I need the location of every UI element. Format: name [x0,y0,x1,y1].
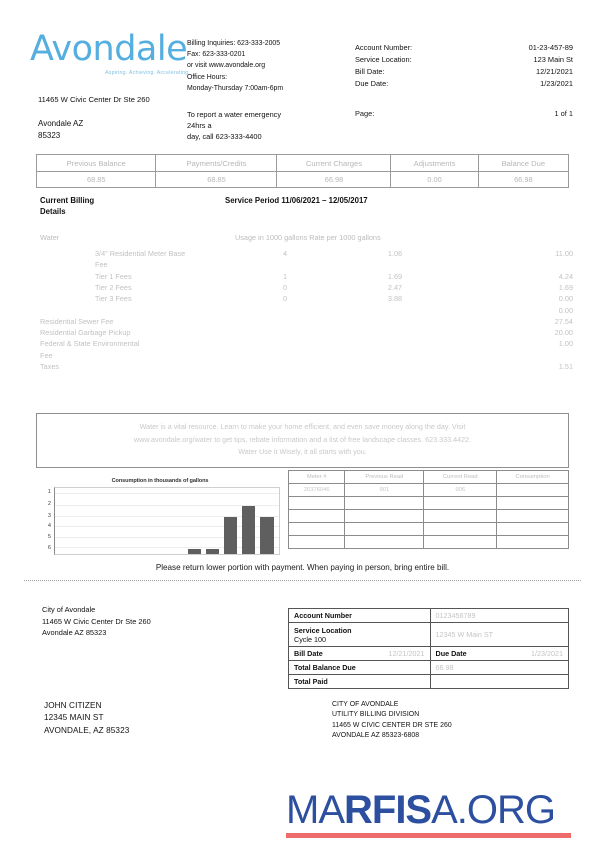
billing-title-line2: Details [40,206,66,216]
bill-date-value: 12/21/2021 [536,66,573,76]
due-date-value: 1/23/2021 [540,78,573,88]
summary-value-row [37,172,569,188]
customer-address [44,700,129,737]
summary-header-balance-due: Balance Due [478,155,568,172]
summary-header-previous-balance: Previous Balance [37,155,156,172]
bill-date-label: Bill Date: [355,66,385,76]
watermark-part-3: A.ORG [431,788,556,832]
line-item-usage: 4 [282,249,288,259]
meter-header-row [289,471,569,484]
line-item-desc: Federal & State Environmental [40,339,140,349]
billing-column-note-row [40,233,573,242]
watermark-underline [286,833,571,838]
emergency-line-3: day, call 623-333-4400 [187,132,262,142]
service-location-row [355,54,573,66]
chart-bar-slot [185,488,203,554]
line-item-amount: 1.00 [558,339,573,349]
bill-header [0,0,605,150]
line-item-rate [340,338,450,349]
meter-cell-previous-read: 901 [345,484,424,497]
stub-due-date-text: Due Date [435,649,467,658]
stub-label-due-date [430,647,569,661]
line-item-usage [230,338,340,349]
balance-summary-table [36,154,569,188]
emergency-line-2: 24hrs a [187,121,212,131]
line-item-amount: 0.00 [558,294,573,304]
conservation-message-box [36,413,569,468]
sender-zip: 85323 [38,131,61,140]
stub-cycle-text: Cycle 100 [294,634,326,644]
meter-table-row [289,536,569,549]
office-hours-value: Monday-Thursday 7:00am-6pm [187,84,284,92]
meter-cell-empty [345,523,424,536]
return-portion-notice: Please return lower portion with payment. When paying in person, bring entire bill. [155,563,450,572]
service-location-label: Service Location: [355,54,412,64]
sender-street: 11465 W Civic Center Dr Ste 260 [38,95,150,104]
line-item-row [40,282,573,293]
stub-service-location-text: Service Location [294,625,352,635]
stub-row-total-balance [289,661,569,675]
stub-bill-date-value: 12/21/2021 [388,649,425,658]
summary-value-adjustments: 0.00 [391,172,478,188]
billing-details-header [40,196,573,217]
meter-cell-empty [345,497,424,510]
chart-plot-area [54,487,280,555]
stub-label-total-paid: Total Paid [289,675,431,689]
line-item-desc: Tier 1 Fees [95,271,132,281]
y-tick-1: 1 [47,489,51,496]
line-item-desc [40,305,230,316]
account-number-row [355,42,573,54]
line-item-row [40,327,573,338]
stub-row-service-location [289,623,569,647]
avondale-logo [30,29,190,76]
line-item-row [40,248,573,259]
line-item-rate [340,327,450,338]
billing-inquiries: Billing Inquiries: 623-333-2005 [187,40,281,47]
line-item-usage: 1 [282,271,288,281]
chart-bar-slot [240,488,258,554]
meter-cell-empty [289,536,345,549]
line-item-desc: Tier 2 Fees [95,282,132,292]
stub-bill-date-text: Bill Date [294,649,323,658]
consumption-chart [40,478,280,563]
stub-label-bill-date [289,647,431,661]
stub-value-account-number: 0123456789 [430,609,569,623]
customer-street: 12345 MAIN ST [44,713,104,723]
line-item-amount: 11.00 [555,249,573,259]
chart-title: Consumption in thousands of gallons [111,478,209,484]
meter-table-row [289,523,569,536]
message-line-1: Water is a vital resource. Learn to make your home efficient, and even save money along the day. Visit [139,422,466,431]
utility-remit-address [332,700,452,742]
line-item-row-cont [40,259,573,270]
line-item-usage [230,327,340,338]
chart-bar-slot [149,488,167,554]
line-item-amount-blank [450,259,573,270]
meter-header-current-read: Current Read [424,471,497,484]
stub-value-service-location: 12345 W Main ST [430,623,569,647]
chart-bar [206,549,219,554]
line-item-desc-cont: Fee [95,260,108,270]
chart-bar-slot [222,488,240,554]
line-item-amount: 1.51 [558,362,573,371]
y-tick-3: 3 [47,512,51,519]
account-number-label: Account Number: [355,43,413,52]
line-item-row [40,293,573,304]
stub-value-total-balance: 66.98 [430,661,569,675]
contact-info [187,38,283,94]
meter-cell-empty [497,510,569,523]
y-tick-5: 5 [47,534,51,541]
meter-cell-consumption [497,484,569,497]
utility-city-state-zip: AVONDALE AZ 85323-6808 [332,732,420,740]
summary-value-balance-due: 66.98 [478,172,568,188]
meter-header-previous-read: Previous Read [345,471,424,484]
page-indicator [355,109,573,118]
sender-city-state: Avondale AZ [38,119,84,128]
meter-table-row [289,497,569,510]
message-line-2: www.avondale.org/water to get tips, rebate information and a list of free landscape classes. 623.333.4422. [133,434,472,444]
website-link[interactable]: or visit www.avondale.org [187,62,266,70]
billing-line-items [40,248,573,372]
line-item-rate: 1.06 [387,249,403,259]
watermark-text [286,790,571,830]
line-item-amount-blank [450,350,573,361]
chart-bar [224,517,237,554]
line-item-row-cont [40,350,573,361]
page-value: 1 of 1 [554,109,573,118]
line-item-amount: 0.00 [558,305,573,315]
meter-cell-empty [424,510,497,523]
sender-city-zip [38,118,83,142]
line-item-usage [230,316,340,327]
chart-bar-slot [58,488,76,554]
meter-cell-empty [424,536,497,549]
summary-value-previous-balance: 68.85 [37,172,156,188]
billing-details-title [40,196,225,217]
meter-cell-meter-number: 20376046 [289,484,345,497]
bill-date-row [355,66,573,78]
meter-header-meter-number: Meter # [289,471,345,484]
stub-label-service-location [289,623,431,647]
payee-address [42,604,151,639]
line-item-amount: 4.24 [558,271,573,281]
chart-bars [55,488,279,554]
line-item-row [40,271,573,282]
account-number-value: 01-23-457-89 [528,43,573,52]
line-item-rate-blank [340,350,450,361]
summary-header-payments-credits: Payments/Credits [156,155,277,172]
account-summary-block [355,42,573,90]
line-item-amount: 20.00 [554,328,573,338]
line-item-row [40,316,573,327]
line-item-usage-blank [230,350,340,361]
billing-title-line1: Current Billing [40,196,95,205]
chart-body [40,487,280,555]
meter-table-row [289,484,569,497]
line-item-row [40,338,573,349]
chart-bar-slot [94,488,112,554]
y-tick-4: 4 [47,523,51,530]
line-item-rate: 3.88 [387,294,403,304]
meter-cell-empty [497,523,569,536]
emergency-line-1: To report a water emergency [187,110,282,119]
line-item-amount: 27.54 [554,316,573,326]
meter-table-row [289,510,569,523]
summary-header-current-charges: Current Charges [277,155,391,172]
line-item-desc: 3/4" Residential Meter Base [95,249,186,259]
line-item-desc: Residential Sewer Fee [40,316,114,326]
y-tick-6: 6 [47,545,51,552]
watermark-part-2: RFIS [344,788,432,832]
chart-bar-slot [131,488,149,554]
billing-category-water: Water [40,233,60,243]
utility-street: 11465 W CIVIC CENTER DR STE 260 [332,721,452,729]
fax-number: Fax: 623-333-0201 [187,51,246,59]
meter-cell-empty [424,523,497,536]
summary-header-row [37,155,569,172]
meter-cell-empty [289,510,345,523]
stub-row-total-paid[interactable] [289,675,569,689]
service-period: Service Period 11/06/2021 – 12/05/2017 [225,196,368,205]
utility-name: CITY OF AVONDALE [332,701,399,708]
perforation-line [24,580,581,581]
meter-reading-table [288,470,569,549]
due-date-label: Due Date: [355,78,389,88]
chart-y-axis [40,487,54,555]
line-item-desc-cont: Fee [40,350,53,360]
payee-line-2: 11465 W Civic Center Dr Ste 260 [42,616,151,626]
logo-wordmark: Avondale [30,29,188,69]
payment-stub-table [288,608,569,689]
logo-tagline: Aspiring. Achieving. Accelerating. [105,70,190,76]
chart-bar [188,549,201,554]
utility-division: UTILITY BILLING DIVISION [332,711,420,719]
line-item-row [40,305,573,316]
due-date-row [355,78,573,90]
current-billing-details [40,196,573,372]
line-item-usage: 0 [282,282,288,292]
line-item-usage-blank [230,259,340,270]
line-item-usage: 0 [282,294,288,304]
page-label: Page: [355,109,375,118]
chart-bar-slot [167,488,185,554]
payee-line-1: City of Avondale [42,605,96,614]
meter-cell-empty [289,523,345,536]
chart-bar-slot [76,488,94,554]
customer-city-state-zip: AVONDALE, AZ 85323 [44,725,130,735]
line-item-usage [230,361,340,372]
summary-value-payments-credits: 68.85 [156,172,277,188]
payee-line-3: Avondale AZ 85323 [42,628,107,638]
stub-label-account-number: Account Number [289,609,431,623]
chart-bar-slot [258,488,276,554]
line-item-rate: 1.69 [387,271,403,281]
chart-bar [260,517,273,554]
line-item-rate [340,305,450,316]
customer-name: JOHN CITIZEN [44,701,102,710]
line-item-rate-blank [340,259,450,270]
stub-label-total-balance: Total Balance Due [289,661,431,675]
line-item-rate [340,316,450,327]
service-location-value: 123 Main St [533,54,573,64]
y-tick-2: 2 [47,501,51,507]
billing-column-note: Usage in 1000 gallons Rate per 1000 gallons [235,233,381,243]
watermark-part-1: MA [286,788,344,832]
line-item-desc: Taxes [40,362,60,371]
summary-header-adjustments: Adjustments [391,155,478,172]
meter-cell-empty [497,497,569,510]
stub-row-account-number [289,609,569,623]
meter-cell-empty [497,536,569,549]
chart-bar-slot [113,488,131,554]
stub-row-dates [289,647,569,661]
line-item-usage [230,305,340,316]
office-hours-label: Office Hours: [187,73,228,81]
stub-value-total-paid[interactable] [430,675,569,689]
stub-due-date-value: 1/23/2021 [531,649,563,658]
message-line-3: Water Use it Wisely, it all starts with you. [238,447,367,457]
line-item-amount: 1.69 [558,282,573,292]
line-item-desc: Residential Garbage Pickup [40,328,131,338]
meter-cell-empty [345,536,424,549]
line-item-desc: Tier 3 Fees [95,294,132,304]
meter-cell-empty [289,497,345,510]
emergency-contact [187,109,281,142]
chart-bar [242,506,255,554]
line-item-row [40,361,573,372]
meter-header-consumption: Consumption [497,471,569,484]
meter-cell-empty [424,497,497,510]
chart-bar-slot [203,488,221,554]
marfisa-watermark [286,790,571,838]
meter-cell-empty [345,510,424,523]
line-item-rate: 2.47 [387,282,403,292]
summary-value-current-charges: 66.98 [277,172,391,188]
meter-cell-current-read: 906 [424,484,497,497]
line-item-rate [340,361,450,372]
